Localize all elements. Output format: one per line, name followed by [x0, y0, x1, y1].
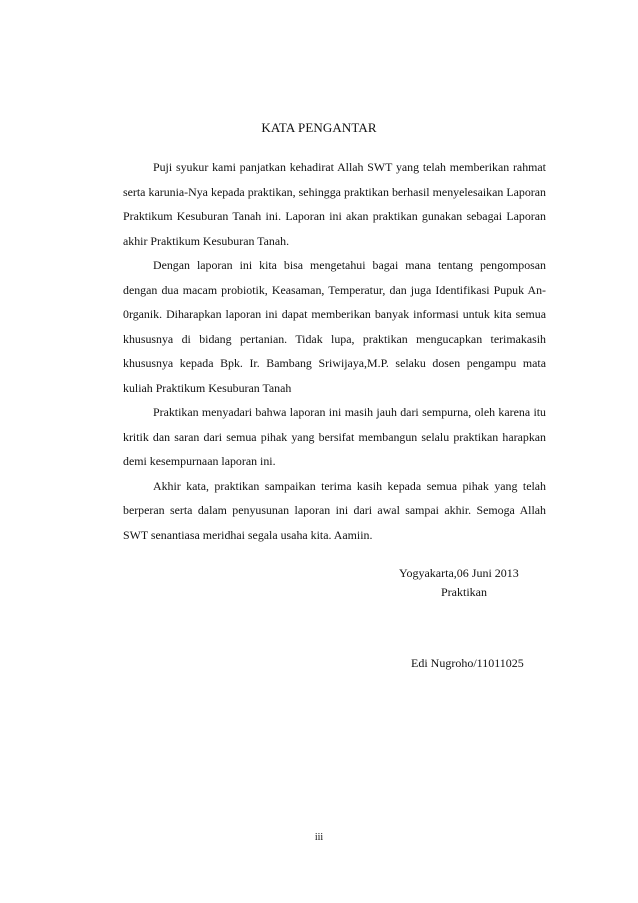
body-text: [123, 155, 546, 547]
page-title: KATA PENGANTAR: [261, 120, 377, 135]
signature-name: Edi Nugroho/11011025: [411, 656, 524, 670]
paragraph-2: Dengan laporan ini kita bisa mengetahui bagai mana tentang pengomposan dengan dua macam probiotik, Keasaman, Temperatur, dan juga Identifikasi Pupuk An-0rganik. Diharapkan laporan ini dapat memberikan banyak informasi untuk kita semua khususnya di bidang pertanian. Tidak lupa, praktikan mengucapkan terimakasih khususnya kepada Bpk. Ir. Bambang Sriwijaya,M.P. selaku dosen pengampu mata kuliah Praktikum Kesuburan Tanah: [123, 258, 546, 395]
signature-role: Praktikan: [441, 585, 487, 599]
paragraph-1: Puji syukur kami panjatkan kehadirat Allah SWT yang telah memberikan rahmat serta karunia-Nya kepada praktikan, sehingga praktikan berhasil menyelesaikan Laporan Praktikum Kesuburan Tanah ini. Laporan ini akan praktikan gunakan sebagai Laporan akhir Praktikum Kesuburan Tanah.: [123, 160, 546, 248]
page-number: iii: [314, 832, 324, 843]
paragraph-3: Praktikan menyadari bahwa laporan ini masih jauh dari sempurna, oleh karena itu kritik dan saran dari semua pihak yang bersifat membangun selalu praktikan harapkan demi kesempurnaan laporan ini.: [123, 405, 546, 468]
signature-place-date: Yogyakarta,06 Juni 2013: [399, 566, 519, 580]
paragraph-4: Akhir kata, praktikan sampaikan terima kasih kepada semua pihak yang telah berperan serta dalam penyusunan laporan ini dari awal sampai akhir. Semoga Allah SWT senantiasa meridhai segala usaha kita. Aamiin.: [123, 478, 546, 542]
